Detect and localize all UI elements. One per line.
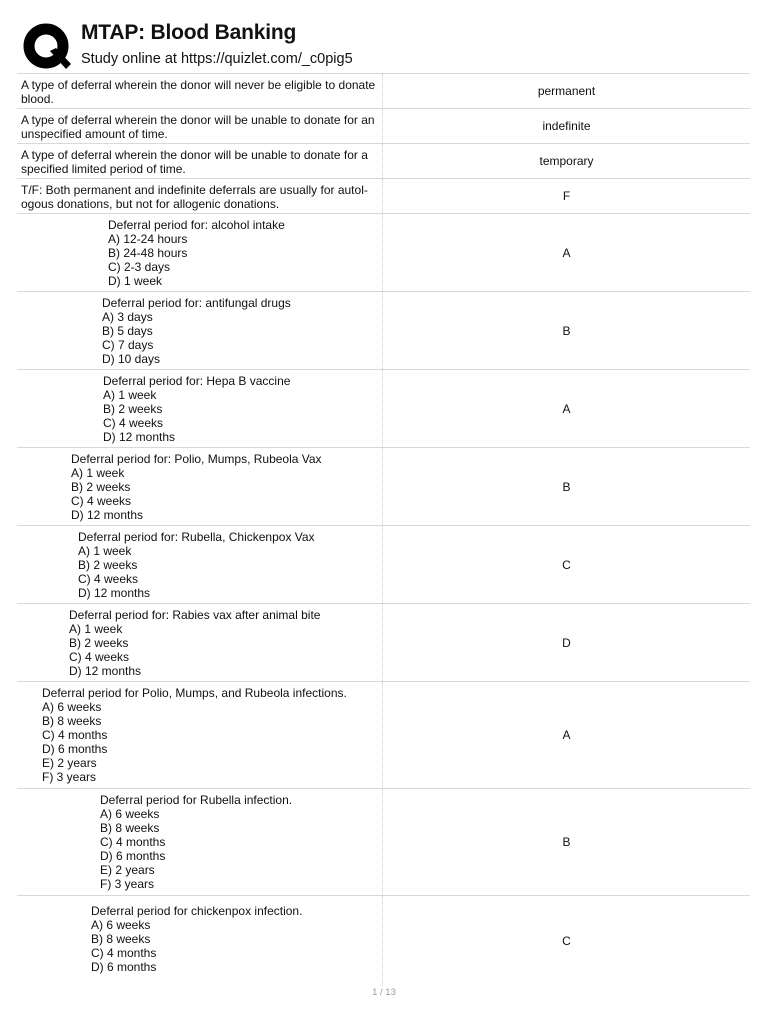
mcq-option: C) 4 months bbox=[42, 728, 108, 742]
mcq-option: D) 6 months bbox=[91, 960, 157, 974]
mcq-option: A) 3 days bbox=[102, 310, 153, 324]
mcq-option: B) 8 weeks bbox=[100, 821, 160, 835]
mcq-option: A) 6 weeks bbox=[100, 807, 160, 821]
flashcard bbox=[17, 178, 750, 213]
mcq-stem: Deferral period for chickenpox infection. bbox=[91, 904, 303, 918]
mcq-option: C) 4 months bbox=[100, 835, 166, 849]
mcq-question bbox=[21, 608, 320, 677]
flashcard bbox=[17, 73, 750, 108]
mcq-option: E) 2 years bbox=[100, 863, 155, 877]
mcq-option: A) 12-24 hours bbox=[108, 232, 188, 246]
mcq-option: C) 2-3 days bbox=[108, 260, 171, 274]
page-subtitle: Study online at https://quizlet.com/_c0pig5 bbox=[81, 51, 353, 67]
mcq-option: F) 3 years bbox=[42, 770, 97, 784]
card-definition: temporary bbox=[539, 154, 594, 168]
mcq-stem: Deferral period for: antifungal drugs bbox=[102, 296, 291, 310]
mcq-option: A) 6 weeks bbox=[91, 918, 151, 932]
mcq-question bbox=[21, 452, 322, 521]
mcq-option: D) 1 week bbox=[108, 274, 163, 288]
page-number: 1 / 13 bbox=[372, 987, 396, 998]
mcq-answer: C bbox=[562, 557, 571, 572]
mcq-option: C) 4 weeks bbox=[103, 416, 164, 430]
mcq-option: B) 5 days bbox=[102, 324, 153, 338]
mcq-option: D) 12 months bbox=[71, 508, 144, 522]
mcq-option: B) 2 weeks bbox=[78, 558, 138, 572]
card-term: A type of deferral wherein the donor will never be eligible to donate blood. bbox=[17, 74, 383, 108]
mcq-question bbox=[21, 793, 292, 891]
flashcard bbox=[17, 108, 750, 143]
page-header bbox=[20, 18, 760, 70]
mcq-stem: Deferral period for: Hepa B vaccine bbox=[103, 374, 291, 388]
mcq-option: C) 4 weeks bbox=[69, 650, 130, 664]
mcq-option: A) 1 week bbox=[78, 544, 132, 558]
mcq-answer: A bbox=[562, 401, 571, 416]
mcq-answer: B bbox=[562, 323, 571, 338]
card-term: T/F: Both permanent and indefinite deferrals are usually for autol-ogous donations, but not for allogenic donations. bbox=[17, 179, 383, 213]
mcq-option: A) 6 weeks bbox=[42, 700, 102, 714]
mcq-question bbox=[21, 374, 290, 443]
mcq-option: D) 12 months bbox=[103, 430, 176, 444]
card-definition: indefinite bbox=[542, 119, 591, 133]
mcq-answer: B bbox=[562, 479, 571, 494]
mcq-card bbox=[17, 788, 750, 895]
card-definition: F bbox=[562, 189, 571, 203]
mcq-card bbox=[17, 603, 750, 681]
mcq-question bbox=[21, 296, 291, 365]
mcq-card bbox=[17, 447, 750, 525]
quizlet-logo-icon bbox=[22, 22, 72, 72]
mcq-card bbox=[17, 525, 750, 603]
mcq-option: B) 8 weeks bbox=[42, 714, 102, 728]
mcq-option: C) 4 months bbox=[91, 946, 157, 960]
mcq-stem: Deferral period for: Rubella, Chickenpox Vax bbox=[78, 530, 315, 544]
mcq-card bbox=[17, 681, 750, 788]
mcq-option: B) 2 weeks bbox=[71, 480, 131, 494]
flashcard-list bbox=[17, 73, 750, 986]
mcq-question bbox=[21, 218, 285, 287]
mcq-question bbox=[21, 686, 347, 784]
mcq-option: C) 4 weeks bbox=[71, 494, 132, 508]
mcq-answer: A bbox=[562, 728, 571, 742]
mcq-answer: B bbox=[562, 835, 571, 849]
mcq-card bbox=[17, 291, 750, 369]
card-term: A type of deferral wherein the donor will be unable to donate for a specified limited period of time. bbox=[17, 144, 383, 178]
mcq-answer: D bbox=[562, 635, 571, 650]
mcq-option: D) 6 months bbox=[42, 742, 108, 756]
mcq-question bbox=[21, 530, 315, 599]
mcq-option: B) 8 weeks bbox=[91, 932, 151, 946]
mcq-option: B) 2 weeks bbox=[103, 402, 163, 416]
page-title: MTAP: Blood Banking bbox=[81, 21, 297, 44]
mcq-stem: Deferral period for: Polio, Mumps, Rubeola Vax bbox=[71, 452, 322, 466]
flashcard bbox=[17, 143, 750, 178]
mcq-question bbox=[21, 904, 302, 982]
mcq-option: C) 4 weeks bbox=[78, 572, 139, 586]
card-definition: permanent bbox=[537, 84, 596, 98]
mcq-option: B) 24-48 hours bbox=[108, 246, 188, 260]
mcq-card bbox=[17, 213, 750, 291]
mcq-card bbox=[17, 895, 750, 986]
mcq-answer: C bbox=[562, 934, 571, 948]
card-term: A type of deferral wherein the donor will be unable to donate for an unspecified amount of time. bbox=[17, 109, 383, 143]
mcq-option: E) 2 years bbox=[42, 756, 97, 770]
mcq-option: D) 12 months bbox=[69, 664, 142, 678]
mcq-option: C) 7 days bbox=[102, 338, 154, 352]
mcq-option: A) 1 week bbox=[103, 388, 157, 402]
mcq-option: D) 6 months bbox=[100, 849, 166, 863]
mcq-option: D) 12 months bbox=[78, 586, 151, 600]
mcq-option: B) 2 weeks bbox=[69, 636, 129, 650]
mcq-option: A) 1 week bbox=[71, 466, 125, 480]
mcq-stem: Deferral period for Polio, Mumps, and Rubeola infections. bbox=[42, 686, 347, 700]
mcq-stem: Deferral period for Rubella infection. bbox=[100, 793, 293, 807]
mcq-card bbox=[17, 369, 750, 447]
mcq-stem: Deferral period for: Rabies vax after animal bite bbox=[69, 608, 321, 622]
mcq-option: A) 1 week bbox=[69, 622, 123, 636]
mcq-option: F) 3 years bbox=[100, 877, 155, 891]
mcq-answer: A bbox=[562, 245, 571, 260]
mcq-option: D) 10 days bbox=[102, 352, 161, 366]
mcq-stem: Deferral period for: alcohol intake bbox=[108, 218, 285, 232]
